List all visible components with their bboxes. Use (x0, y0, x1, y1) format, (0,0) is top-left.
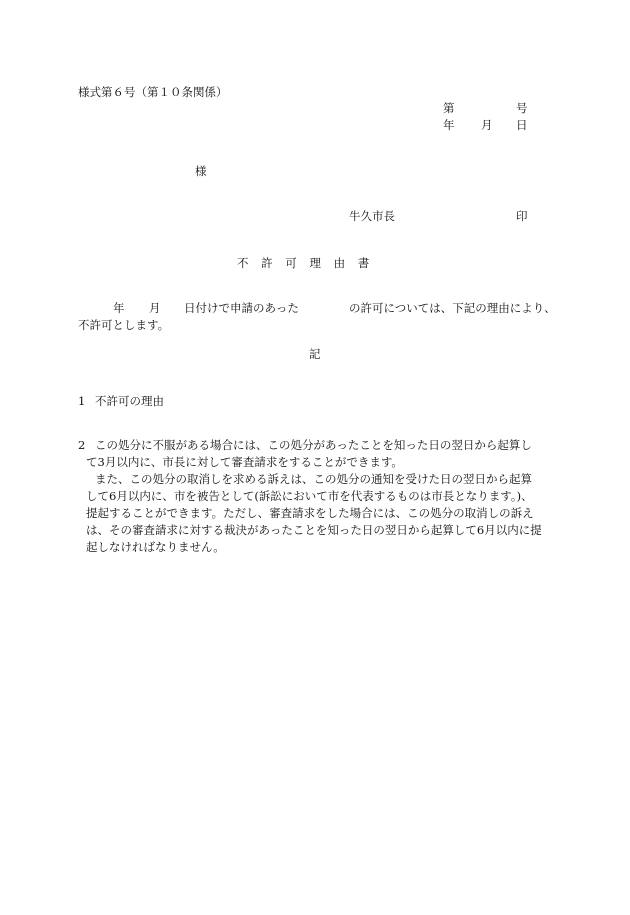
section1-number: 1 (78, 394, 86, 408)
seal-mark: 印 (516, 209, 528, 223)
section2-line-7: 起しなければなりません。 (86, 540, 225, 554)
date-year: 年 (443, 118, 455, 132)
date-day: 日 (516, 118, 528, 132)
issuer-name: 牛久市長 (349, 209, 395, 223)
section2-line-5: 提起することができます。ただし、審査請求をした場合には、この処分の取消しの訴え (86, 506, 534, 520)
section2-number: 2 (78, 438, 86, 452)
intro-line2: 不許可とします。 (78, 318, 170, 332)
section2-line-4: して6月以内に、市を被告として(訴訟において市を代表するものは市長となります。)、 (86, 489, 533, 503)
intro-permit-text: の許可については、下記の理由により、 (349, 301, 556, 315)
section2-line-3: また、この処分の取消しを求める訴えは、この処分の通知を受けた日の翌日から起算 (95, 472, 532, 486)
number-suffix: 号 (516, 101, 528, 115)
form-number: 様式第６号（第１０条関係） (78, 85, 228, 99)
section1-text: 不許可の理由 (95, 394, 164, 408)
intro-month: 月 (149, 301, 161, 315)
intro-year: 年 (113, 301, 125, 315)
section2-line-1: この処分に不服がある場合には、この処分があったことを知った日の翌日から起算し (95, 438, 532, 452)
intro-date-text: 日付けで申請のあった (184, 301, 299, 315)
section2-line-2: て3月以内に、市長に対して審査請求をすることができます。 (86, 455, 403, 469)
section2-line-6: は、その審査請求に対する裁決があったことを知った日の翌日から起算して6月以内に提 (86, 523, 542, 537)
date-month: 月 (481, 118, 493, 132)
document-title: 不 許 可 理 由 書 (237, 256, 370, 270)
number-prefix: 第 (443, 101, 455, 115)
ki-heading: 記 (309, 347, 321, 361)
addressee-suffix: 様 (195, 164, 207, 178)
